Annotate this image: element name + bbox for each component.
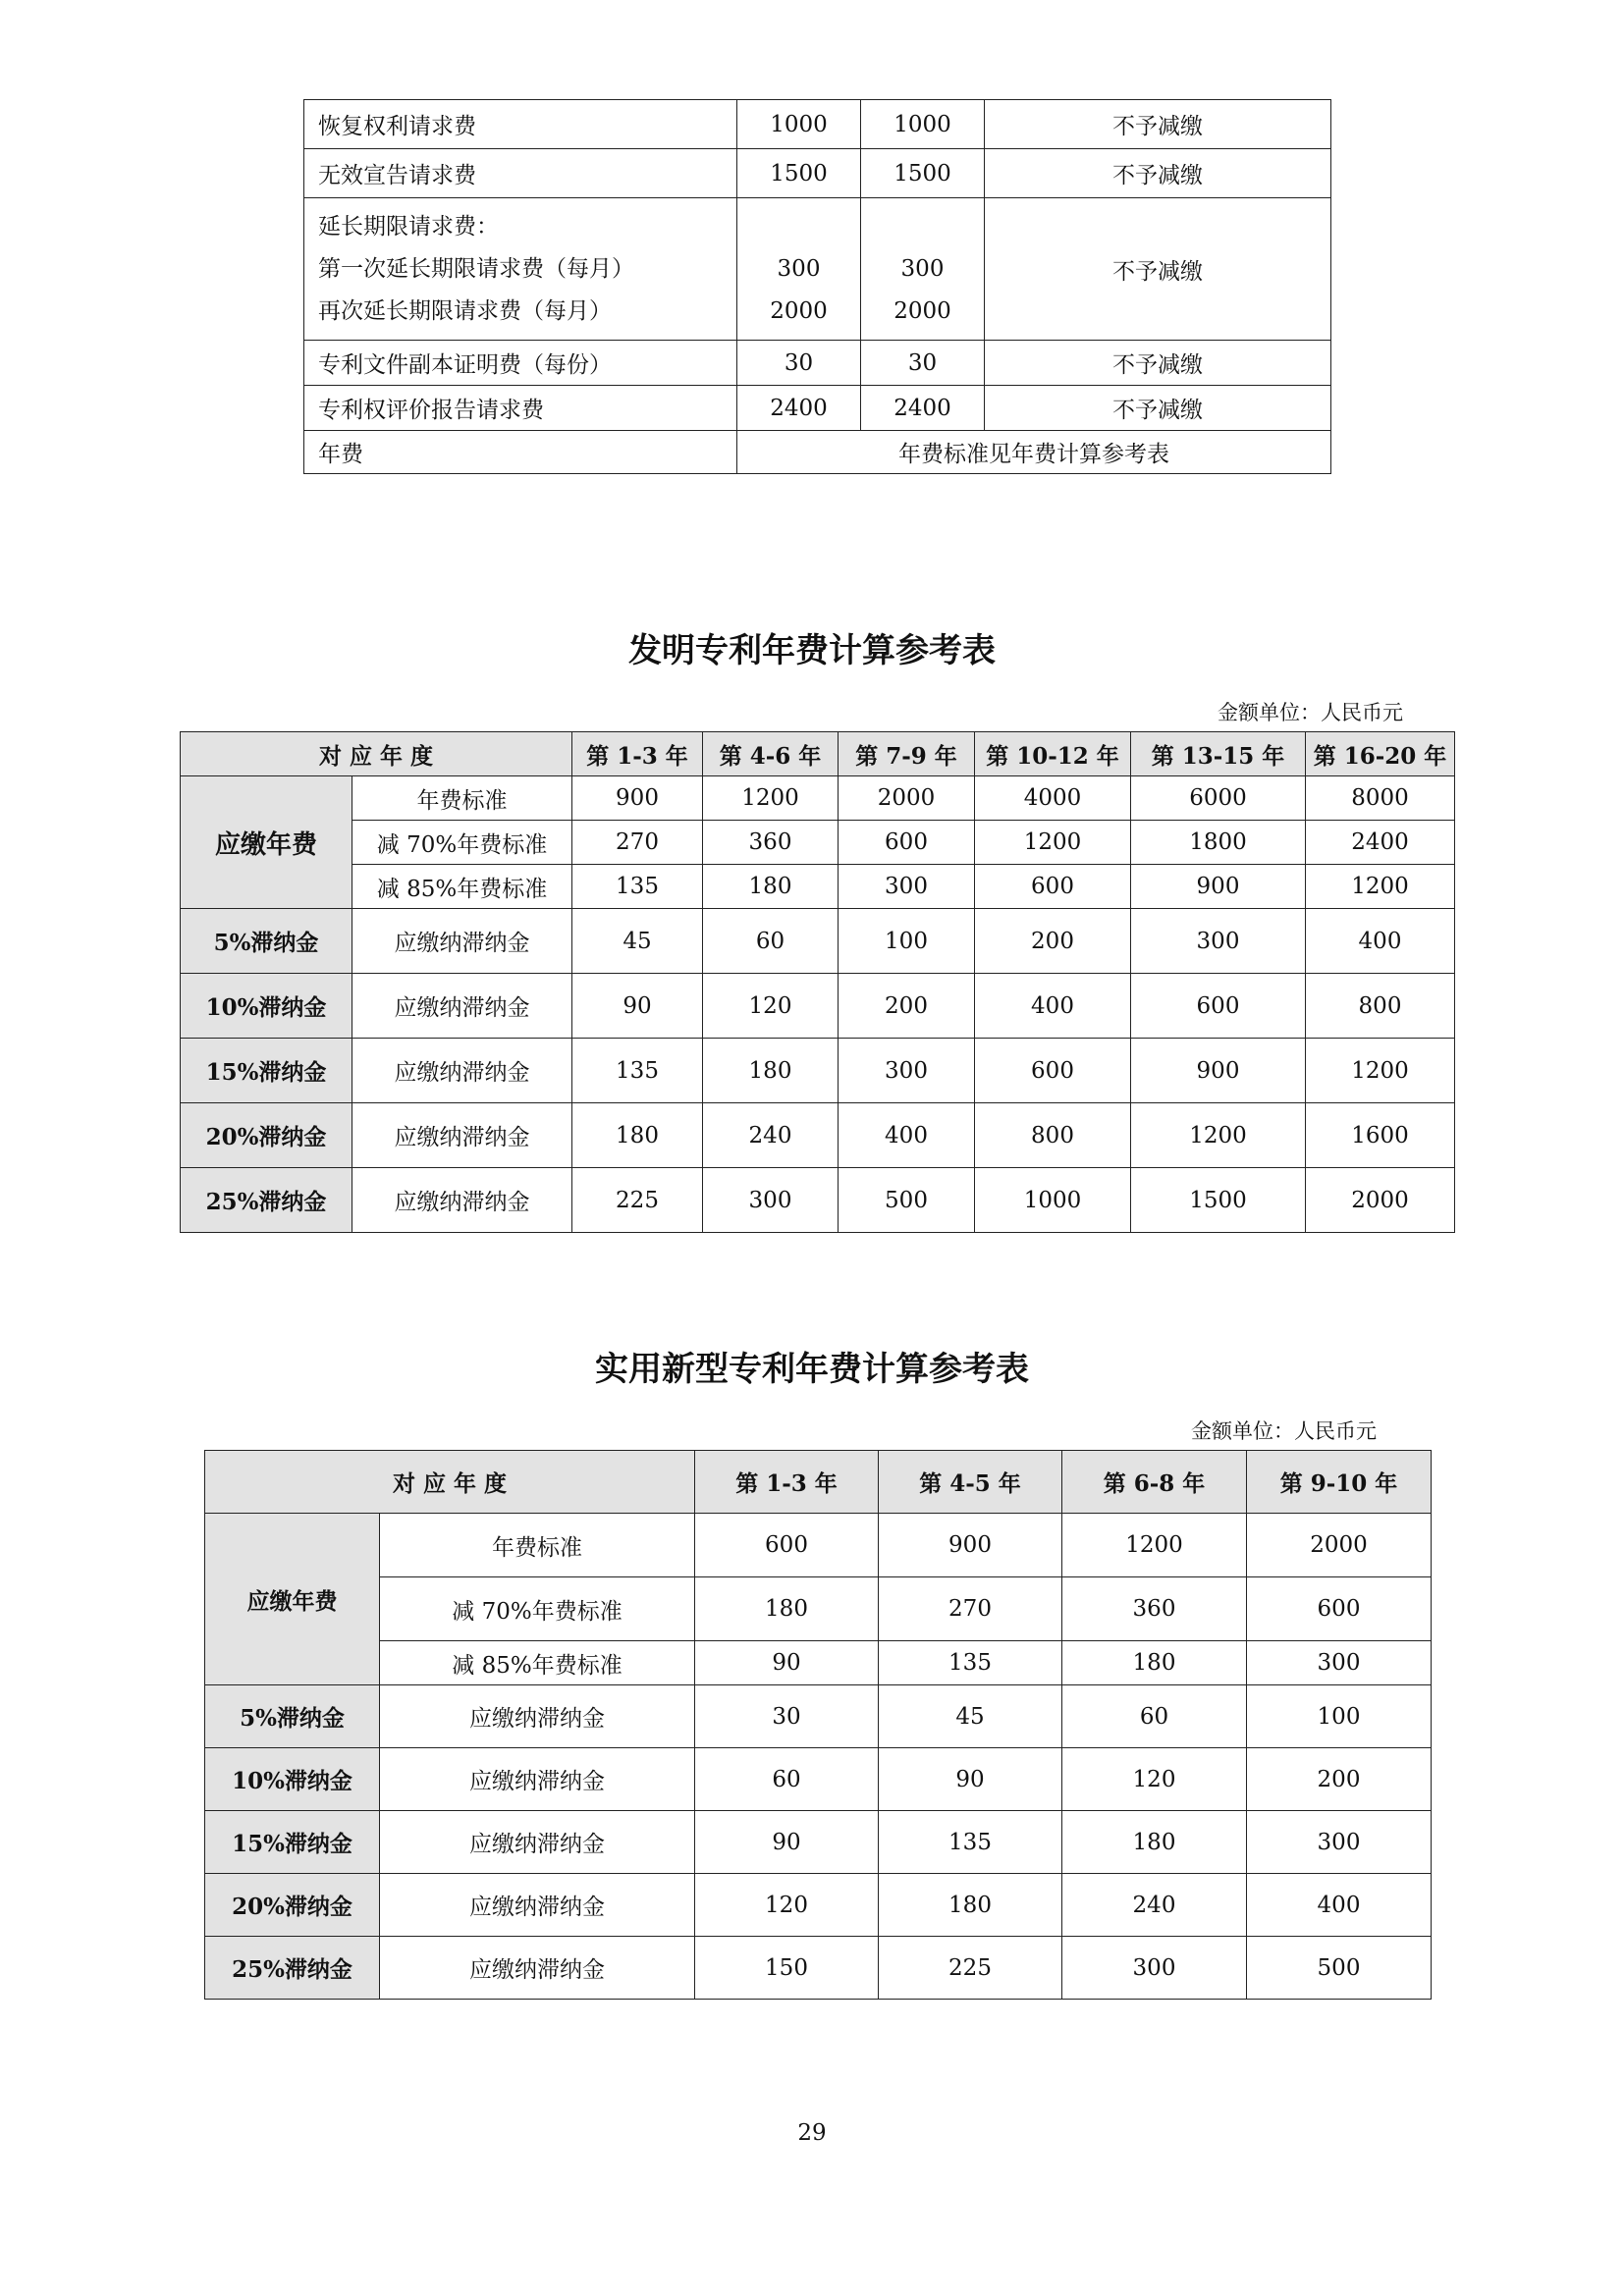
table-row <box>205 1577 1432 1641</box>
cell-value: 100 <box>839 909 975 974</box>
cell-value: 120 <box>695 1874 879 1937</box>
cell-value: 360 <box>703 821 839 865</box>
row-label: 应缴纳滞纳金 <box>380 1811 695 1874</box>
cell-value: 2000 <box>1247 1514 1432 1577</box>
cell-value: 30 <box>695 1685 879 1748</box>
cell-value: 225 <box>572 1168 703 1233</box>
cell-value: 1500 <box>1131 1168 1306 1233</box>
table-row <box>181 1039 1455 1103</box>
fee-name: 无效宣告请求费 <box>304 149 737 198</box>
cell-value: 900 <box>1131 1039 1306 1103</box>
cell-value: 6000 <box>1131 776 1306 821</box>
row-label: 减 85%年费标准 <box>380 1641 695 1685</box>
cell-value: 135 <box>879 1641 1062 1685</box>
cell-value: 2000 <box>839 776 975 821</box>
cell-value: 60 <box>1062 1685 1247 1748</box>
table-row <box>304 100 1331 149</box>
extension-second: 再次延长期限请求费（每月） <box>318 297 612 324</box>
cell-value: 240 <box>703 1103 839 1168</box>
cell-value: 360 <box>1062 1577 1247 1641</box>
fee-value: 2000 <box>893 297 951 324</box>
cell-value: 400 <box>1306 909 1455 974</box>
cell-value: 180 <box>879 1874 1062 1937</box>
cell-value: 300 <box>839 865 975 909</box>
table-row <box>304 341 1331 386</box>
cell-value: 500 <box>1247 1937 1432 2000</box>
cell-value: 60 <box>695 1748 879 1811</box>
fee-table <box>303 99 1331 474</box>
fee-note: 年费标准见年费计算参考表 <box>737 431 1331 474</box>
table-row <box>304 431 1331 474</box>
year-header: 第 10-12 年 <box>975 732 1131 776</box>
fee-value: 1000 <box>737 100 861 149</box>
late-fee-group: 10%滞纳金 <box>181 974 352 1039</box>
cell-value: 300 <box>703 1168 839 1233</box>
cell-value: 45 <box>572 909 703 974</box>
table-row <box>304 198 1331 341</box>
row-label: 应缴纳滞纳金 <box>352 1168 572 1233</box>
cell-value: 180 <box>572 1103 703 1168</box>
year-header: 第 6-8 年 <box>1062 1451 1247 1514</box>
cell-value: 90 <box>879 1748 1062 1811</box>
cell-value: 135 <box>879 1811 1062 1874</box>
table-row <box>205 1748 1432 1811</box>
late-fee-group: 15%滞纳金 <box>181 1039 352 1103</box>
cell-value: 300 <box>1247 1811 1432 1874</box>
year-header: 第 4-5 年 <box>879 1451 1062 1514</box>
cell-value: 270 <box>572 821 703 865</box>
cell-value: 135 <box>572 1039 703 1103</box>
year-header-label: 对 应 年 度 <box>205 1451 695 1514</box>
cell-value: 180 <box>1062 1811 1247 1874</box>
cell-value: 800 <box>975 1103 1131 1168</box>
row-label: 应缴纳滞纳金 <box>380 1748 695 1811</box>
late-fee-group: 20%滞纳金 <box>181 1103 352 1168</box>
fee-value: 300 <box>900 255 945 282</box>
table-row <box>205 1641 1432 1685</box>
fee-value: 2400 <box>861 386 985 431</box>
cell-value: 300 <box>1247 1641 1432 1685</box>
utility-title: 实用新型专利年费计算参考表 <box>595 1350 1029 1389</box>
cell-value: 600 <box>975 1039 1131 1103</box>
fee-name: 专利文件副本证明费（每份） <box>304 341 737 386</box>
extension-fee-names <box>304 198 737 341</box>
row-label: 应缴纳滞纳金 <box>380 1874 695 1937</box>
row-label: 应缴纳滞纳金 <box>380 1937 695 2000</box>
table-row <box>181 1168 1455 1233</box>
cell-value: 1200 <box>1131 1103 1306 1168</box>
year-header: 第 13-15 年 <box>1131 732 1306 776</box>
cell-value: 1000 <box>975 1168 1131 1233</box>
cell-value: 300 <box>1131 909 1306 974</box>
cell-value: 600 <box>1131 974 1306 1039</box>
late-fee-group: 5%滞纳金 <box>205 1685 380 1748</box>
table-row <box>304 149 1331 198</box>
table-row <box>205 1514 1432 1577</box>
fee-note: 不予减缴 <box>985 341 1331 386</box>
table-row <box>205 1685 1432 1748</box>
fee-group-label: 应缴年费 <box>205 1514 380 1685</box>
fee-value: 30 <box>737 341 861 386</box>
cell-value: 1200 <box>975 821 1131 865</box>
cell-value: 900 <box>572 776 703 821</box>
cell-value: 200 <box>839 974 975 1039</box>
row-label: 应缴纳滞纳金 <box>352 909 572 974</box>
row-label: 应缴纳滞纳金 <box>380 1685 695 1748</box>
row-label: 年费标准 <box>352 776 572 821</box>
cell-value: 400 <box>839 1103 975 1168</box>
page-number: 29 <box>797 2120 827 2146</box>
table-row <box>181 974 1455 1039</box>
year-header: 第 7-9 年 <box>839 732 975 776</box>
cell-value: 200 <box>975 909 1131 974</box>
fee-value: 2400 <box>737 386 861 431</box>
invention-table <box>180 731 1455 1233</box>
table-row <box>205 1937 1432 2000</box>
header-row <box>181 732 1455 776</box>
row-label: 减 70%年费标准 <box>380 1577 695 1641</box>
fee-name: 年费 <box>304 431 737 474</box>
table-row <box>304 386 1331 431</box>
cell-value: 1200 <box>1062 1514 1247 1577</box>
cell-value: 800 <box>1306 974 1455 1039</box>
year-header: 第 1-3 年 <box>572 732 703 776</box>
cell-value: 200 <box>1247 1748 1432 1811</box>
cell-value: 8000 <box>1306 776 1455 821</box>
fee-value: 1500 <box>737 149 861 198</box>
extension-values-b <box>861 198 985 341</box>
cell-value: 180 <box>703 865 839 909</box>
invention-title: 发明专利年费计算参考表 <box>628 631 996 670</box>
cell-value: 100 <box>1247 1685 1432 1748</box>
cell-value: 45 <box>879 1685 1062 1748</box>
cell-value: 2400 <box>1306 821 1455 865</box>
table-row <box>205 1874 1432 1937</box>
cell-value: 1200 <box>1306 1039 1455 1103</box>
row-label: 应缴纳滞纳金 <box>352 974 572 1039</box>
table-row <box>181 776 1455 821</box>
invention-unit: 金额单位：人民币元 <box>1218 701 1403 724</box>
cell-value: 600 <box>839 821 975 865</box>
late-fee-group: 15%滞纳金 <box>205 1811 380 1874</box>
cell-value: 4000 <box>975 776 1131 821</box>
cell-value: 600 <box>1247 1577 1432 1641</box>
year-header-label: 对 应 年 度 <box>181 732 572 776</box>
cell-value: 120 <box>1062 1748 1247 1811</box>
late-fee-group: 25%滞纳金 <box>205 1937 380 2000</box>
fee-note: 不予减缴 <box>985 100 1331 149</box>
table-row <box>181 1103 1455 1168</box>
year-header: 第 9-10 年 <box>1247 1451 1432 1514</box>
table-row <box>181 865 1455 909</box>
row-label: 应缴纳滞纳金 <box>352 1039 572 1103</box>
extension-first: 第一次延长期限请求费（每月） <box>318 255 634 282</box>
late-fee-group: 10%滞纳金 <box>205 1748 380 1811</box>
fee-name: 专利权评价报告请求费 <box>304 386 737 431</box>
cell-value: 180 <box>695 1577 879 1641</box>
year-header: 第 4-6 年 <box>703 732 839 776</box>
cell-value: 600 <box>695 1514 879 1577</box>
cell-value: 300 <box>1062 1937 1247 2000</box>
cell-value: 90 <box>695 1641 879 1685</box>
cell-value: 400 <box>975 974 1131 1039</box>
cell-value: 900 <box>879 1514 1062 1577</box>
cell-value: 150 <box>695 1937 879 2000</box>
row-label: 年费标准 <box>380 1514 695 1577</box>
fee-value: 2000 <box>770 297 828 324</box>
cell-value: 180 <box>1062 1641 1247 1685</box>
cell-value: 90 <box>572 974 703 1039</box>
utility-table <box>204 1450 1432 2000</box>
cell-value: 2000 <box>1306 1168 1455 1233</box>
cell-value: 1200 <box>703 776 839 821</box>
late-fee-group: 20%滞纳金 <box>205 1874 380 1937</box>
cell-value: 90 <box>695 1811 879 1874</box>
year-header: 第 16-20 年 <box>1306 732 1455 776</box>
row-label: 应缴纳滞纳金 <box>352 1103 572 1168</box>
cell-value: 1800 <box>1131 821 1306 865</box>
extension-header: 延长期限请求费： <box>318 213 499 240</box>
fee-value: 30 <box>861 341 985 386</box>
late-fee-group: 25%滞纳金 <box>181 1168 352 1233</box>
cell-value: 60 <box>703 909 839 974</box>
year-header: 第 1-3 年 <box>695 1451 879 1514</box>
late-fee-group: 5%滞纳金 <box>181 909 352 974</box>
cell-value: 600 <box>975 865 1131 909</box>
extension-values-a <box>737 198 861 341</box>
fee-value: 1000 <box>861 100 985 149</box>
fee-name: 恢复权利请求费 <box>304 100 737 149</box>
fee-value: 300 <box>777 255 821 282</box>
cell-value: 1200 <box>1306 865 1455 909</box>
cell-value: 400 <box>1247 1874 1432 1937</box>
cell-value: 135 <box>572 865 703 909</box>
cell-value: 1600 <box>1306 1103 1455 1168</box>
row-label: 减 70%年费标准 <box>352 821 572 865</box>
cell-value: 270 <box>879 1577 1062 1641</box>
utility-unit: 金额单位：人民币元 <box>1191 1419 1377 1443</box>
table-row <box>181 821 1455 865</box>
row-label: 减 85%年费标准 <box>352 865 572 909</box>
table-row <box>181 909 1455 974</box>
fee-value: 1500 <box>861 149 985 198</box>
cell-value: 180 <box>703 1039 839 1103</box>
cell-value: 500 <box>839 1168 975 1233</box>
cell-value: 225 <box>879 1937 1062 2000</box>
fee-note: 不予减缴 <box>985 149 1331 198</box>
fee-group-label: 应缴年费 <box>181 776 352 909</box>
table-row <box>205 1811 1432 1874</box>
fee-note: 不予减缴 <box>985 386 1331 431</box>
fee-note: 不予减缴 <box>985 198 1331 341</box>
header-row <box>205 1451 1432 1514</box>
cell-value: 900 <box>1131 865 1306 909</box>
cell-value: 300 <box>839 1039 975 1103</box>
cell-value: 240 <box>1062 1874 1247 1937</box>
cell-value: 120 <box>703 974 839 1039</box>
